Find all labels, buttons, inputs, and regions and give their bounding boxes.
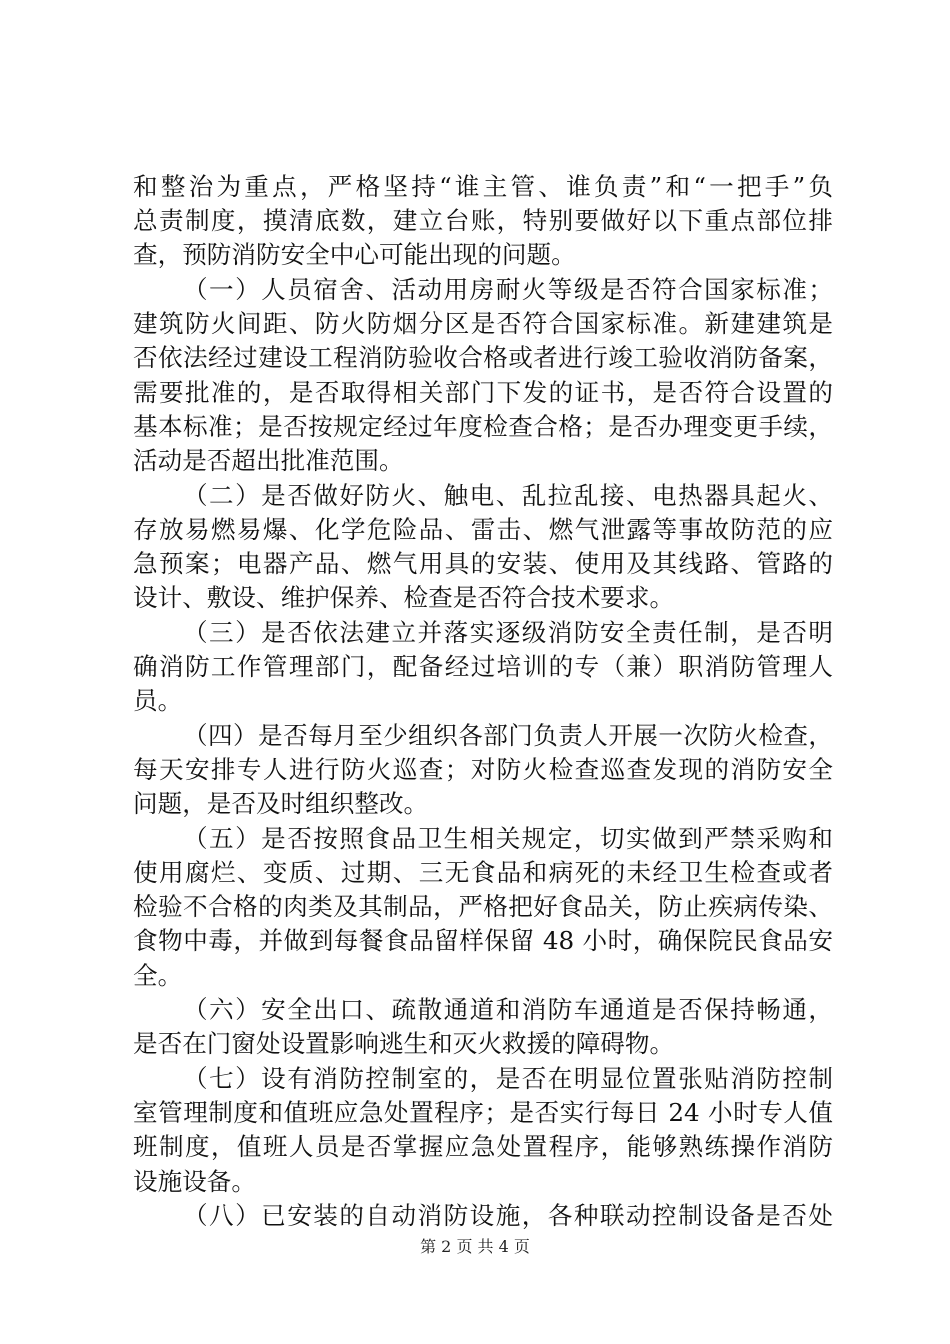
text-line: （六）安全出口、疏散通道和消防车通道是否保持畅通， [183,995,833,1024]
text-line: 总责制度，摸清底数，建立台账，特别要做好以下重点部位排 [133,206,833,235]
text-line: 需要批准的，是否取得相关部门下发的证书，是否符合设置的 [133,378,833,407]
text-line: 基本标准；是否按规定经过年度检查合格；是否办理变更手续， [133,412,833,441]
text-line: 存放易燃易爆、化学危险品、雷击、燃气泄露等事故防范的应 [133,515,833,544]
text-line: （八）已安装的自动消防设施，各种联动控制设备是否处 [183,1201,833,1230]
text-line: 否依法经过建设工程消防验收合格或者进行竣工验收消防备案， [133,343,833,372]
text-line: 设计、敷设、维护保养、检查是否符合技术要求。 [133,583,675,612]
text-line: 室管理制度和值班应急处置程序；是否实行每日 24 小时专人值 [133,1098,833,1127]
text-line: 问题，是否及时组织整改。 [133,789,429,818]
text-line: 全。 [133,961,183,990]
text-line: 急预案；电器产品、燃气用具的安装、使用及其线路、管路的 [133,549,833,578]
page-footer: 第 2 页 共 4 页 [420,1237,530,1256]
text-line: （一）人员宿舍、活动用房耐火等级是否符合国家标准； [183,275,833,304]
text-line: 活动是否超出批准范围。 [133,446,404,475]
text-line: 检验不合格的肉类及其制品，严格把好食品关，防止疾病传染、 [133,892,833,921]
text-line: 食物中毒，并做到每餐食品留样保留 48 小时，确保院民食品安 [133,926,833,955]
text-line: 是否在门窗处设置影响逃生和灭火救援的障碍物。 [133,1029,675,1058]
text-line: 确消防工作管理部门，配备经过培训的专（兼）职消防管理人 [133,652,833,681]
text-line: 班制度，值班人员是否掌握应急处置程序，能够熟练操作消防 [133,1132,833,1161]
text-line: 使用腐烂、变质、过期、三无食品和病死的未经卫生检查或者 [133,858,833,887]
text-line: 查，预防消防安全中心可能出现的问题。 [133,240,576,269]
text-line: 员。 [133,686,183,715]
text-line: （二）是否做好防火、触电、乱拉乱接、电热器具起火、 [183,481,833,510]
text-line: 设施设备。 [133,1167,256,1196]
text-line: （四）是否每月至少组织各部门负责人开展一次防火检查， [183,721,833,750]
text-line: （七）设有消防控制室的，是否在明显位置张贴消防控制 [183,1064,833,1093]
text-line: （五）是否按照食品卫生相关规定，切实做到严禁采购和 [183,824,833,853]
text-line: （三）是否依法建立并落实逐级消防安全责任制，是否明 [183,618,833,647]
text-line: 每天安排专人进行防火巡查；对防火检查巡查发现的消防安全 [133,755,833,784]
text-line: 建筑防火间距、防火防烟分区是否符合国家标准。新建建筑是 [133,309,833,338]
text-line: 和整治为重点，严格坚持“谁主管、谁负责”和“一把手”负 [133,172,833,201]
